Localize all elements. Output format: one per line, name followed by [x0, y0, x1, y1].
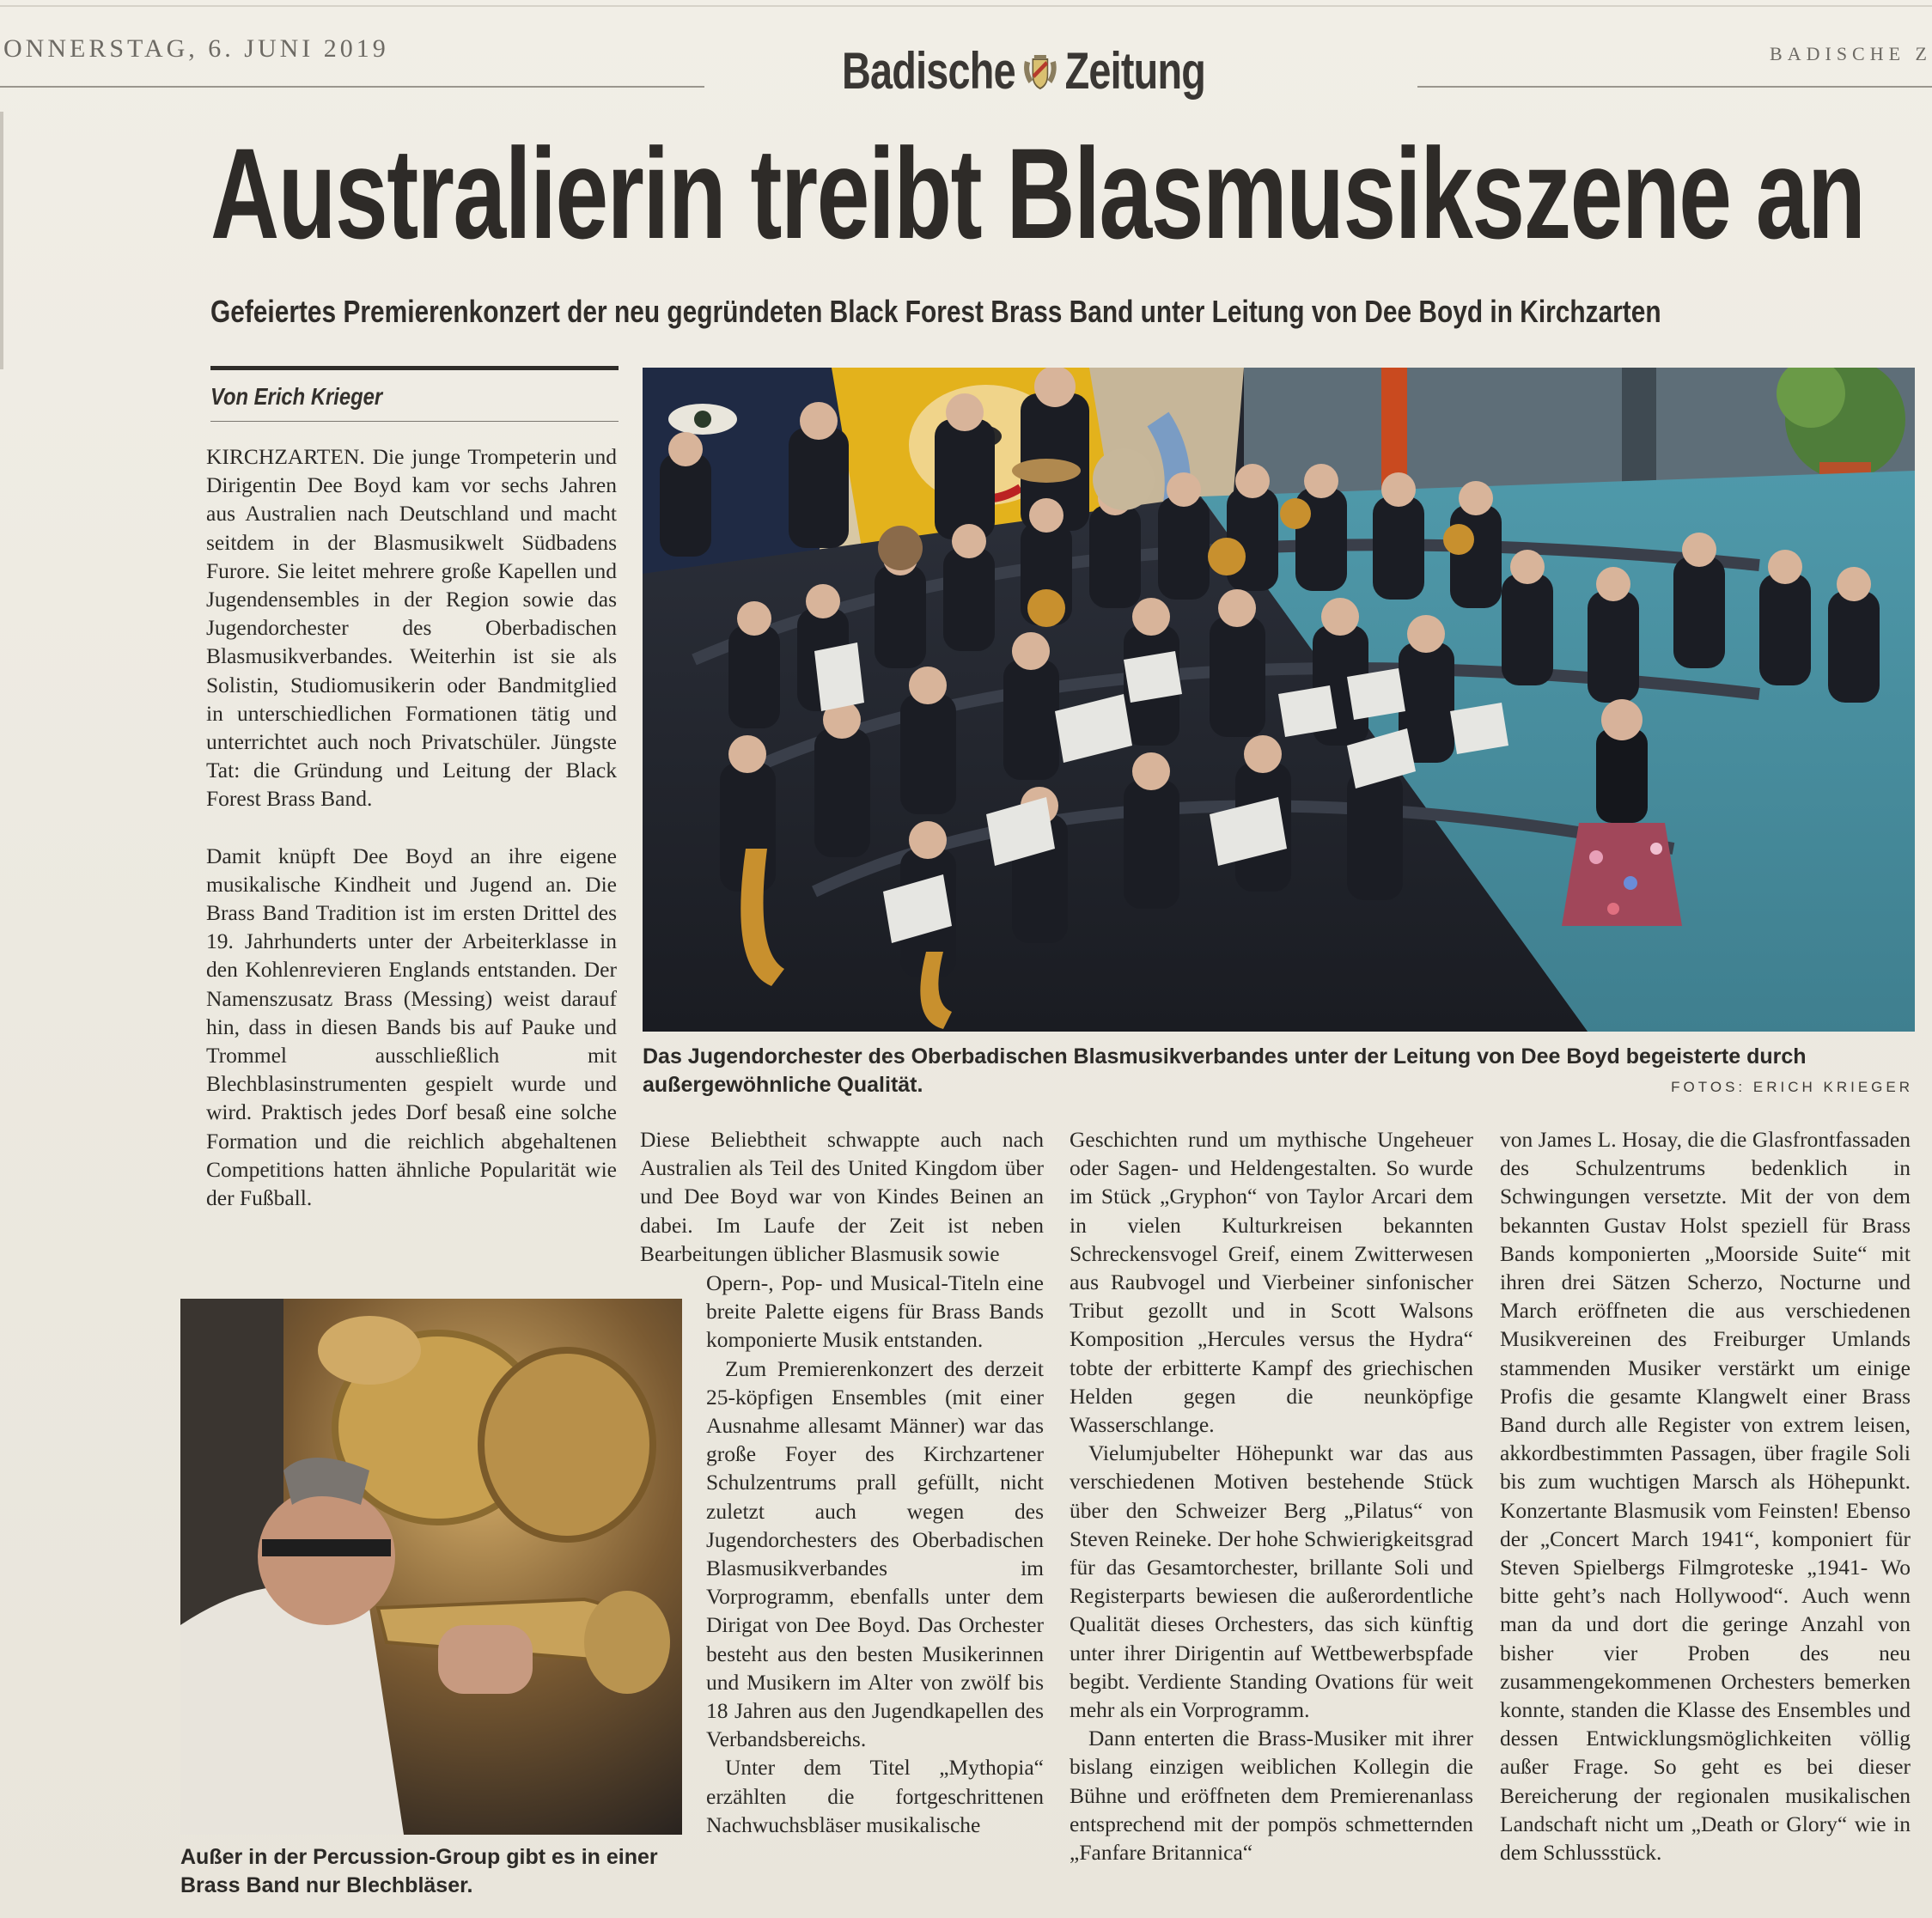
orchestra-photo-illustration — [643, 368, 1915, 1032]
article-headline: Australierin treibt Blasmusikszene an — [210, 121, 1865, 265]
col2-paragraph-4: Unter dem Titel „Mythopia“ erzählten die fortgeschrittenen Nachwuchsbläser musikalische — [706, 1755, 1044, 1837]
article-column-3 — [1070, 1125, 1473, 1866]
photo-small-caption: Außer in der Percussion-Group gibt es in einer Brass Band nur Blechbläser. — [180, 1845, 658, 1897]
photo-credit: FOTOS: ERICH KRIEGER — [1671, 1079, 1913, 1095]
byline-rule-bottom — [210, 421, 619, 422]
masthead-date: ONNERSTAG, 6. JUNI 2019 — [3, 34, 389, 63]
col3-paragraph-3: Dann enterten die Brass-Musiker mit ihrer bislang einzigen weiblichen Kollegin die Bühne und eröffneten dem Premierenanlass entsprechend mit der pompös schmetternden „Fanfare Britannica“ — [1070, 1726, 1473, 1866]
byline-rule-top — [210, 366, 619, 370]
article-column-2-rest — [706, 1269, 1044, 1839]
masthead-paper-left: Badische — [842, 42, 1015, 100]
masthead-right-fragment: BADISCHE Z — [1770, 43, 1932, 64]
col2-paragraph-3: Zum Premierenkonzert des derzeit 25-köpfigen Ensembles (mit einer Ausnahme allesamt Männer) war das große Foyer des Kirchzartener Schulzentrums prall gefüllt, nicht zuletzt auch wegen des Jugendorchesters des Oberbadischen Blasmusikverbandes im Vorprogramm, ebenfalls unter dem Dirigat von Dee Boyd. Das Orchester besteht aus den besten Musikerinnen und Musikern im Alter von zwölf bis 18 Jahren aus den Jugendkapellen des Verbandsbereichs. — [706, 1355, 1044, 1752]
col2-paragraph-2: Opern-, Pop- und Musical-Titeln eine breite Palette eigens für Brass Bands komponierte Musik entstanden. — [706, 1270, 1044, 1353]
article-column-1 — [206, 442, 617, 1212]
masthead-paper-right: Zeitung — [1064, 42, 1206, 100]
masthead-logo — [842, 41, 1205, 100]
article-byline: Von Erich Krieger — [210, 383, 383, 410]
col1-paragraph-1: KIRCHZARTEN. Die junge Trompeterin und Dirigentin Dee Boyd kam vor sechs Jahren aus Australien nach Deutschland und macht seitdem in der Blasmusikwelt Südbadens Furore. Sie leitet mehrere große Kapellen und Jugendensembles in der Region sowie das Jugendorchester des Oberbadischen Blasmusikverbandes. Weiterhin ist sie als Solistin, Studiomusikerin oder Bandmitglied in unterschiedlichen Formationen tätig und unterrichtet auch noch Privatschüler. Jüngste Tat: die Gründung und Leitung der Black Forest Brass Band. — [206, 444, 617, 812]
coat-of-arms-icon — [1020, 54, 1061, 92]
article-subheadline: Gefeiertes Premierenkonzert der neu gegründeten Black Forest Brass Band unter Leitung von Dee Boyd in Kirchzarten — [210, 294, 1661, 329]
photo-brass-player — [180, 1299, 682, 1835]
col3-paragraph-1: Geschichten rund um mythische Ungeheuer oder Sagen- und Heldengestalten. So wurde im Stück „Gryphon“ von Taylor Arcari dem in vielen Kulturkreisen bekannten Schreckensvogel Greif, einem Zwitterwesen aus Raubvogel und Vierbeiner sinfonischer Tribut gezollt und in Scott Walsons Komposition „Hercules versus the Hydra“ tobte der erbitterte Kampf des griechischen Helden gegen die neunköpfige Wasserschlange. — [1070, 1127, 1473, 1438]
photo-main-caption: Das Jugendorchester des Oberbadischen Blasmusikverbandes unter der Leitung von Dee Boyd begeisterte durch außergewöhnliche Qualität. — [643, 1044, 1807, 1097]
article-column-2-top — [640, 1125, 1044, 1268]
col2-paragraph-1: Diese Beliebtheit schwappte auch nach Australien als Teil des United Kingdom über und Dee Boyd war von Kindes Beinen an dabei. Im Laufe der Zeit ist neben Bearbeitungen üblicher Blasmusik sowie — [640, 1127, 1044, 1266]
top-edge-rule — [0, 5, 1932, 7]
brass-player-photo-illustration — [180, 1299, 682, 1835]
photo-youth-orchestra — [643, 368, 1915, 1032]
col4-paragraph-1: von James L. Hosay, die die Glasfrontfassaden des Schulzentrums bedenklich in Schwingungen versetzte. Mit der von dem bekannten Gustav Holst speziell für Brass Bands komponierten „Moorside Suite“ mit ihren drei Sätzen Scherzo, Nocturne und March eröffneten die aus verschiedenen Musikvereinen des Freiburger Umlands stammenden Musiker verstärkt um einige Profis die gesamte Klangwelt einer Brass Band durch alle Register von extrem leisen, akkordbestimmten Passagen, über fragile Soli bis zum wuchtigen Marsch als Höhepunkt. Konzertante Blasmusik vom Feinsten! Ebenso der „Concert March 1941“, komponiert für Steven Spielbergs Filmgroteske „1941- Wo bitte geht’s nach Hollywood“. Auch wenn man da und dort die geringe Anzahl von bisher vier Proben des neu zusammengekommenen Orchesters bemerken konnte, standen die Klasse des Ensembles und dessen Entwicklungsmöglichkeiten völlig außer Frage. So geht es bei dieser Bereicherung der regionalen musikalischen Landschaft nicht um „Death or Glory“ wie in dem Schlussstück. — [1500, 1127, 1911, 1866]
col3-paragraph-2: Vielumjubelter Höhepunkt war das aus verschiedenen Motiven bestehende Stück über den Schweizer Berg „Pilatus“ von Steven Reineke. Der hohe Schwierigkeitsgrad für das Gesamtorchester, brillante Soli und Registerparts bewiesen die außerordentliche Qualität dieses Orchesters, das sich künftig unter ihrer Dirigentin auf Wettbewerbspfade begibt. Verdiente Standing Ovations für weit mehr als ein Vorprogramm. — [1070, 1440, 1473, 1723]
article-column-4 — [1500, 1125, 1911, 1866]
page-fold-edge — [0, 112, 3, 369]
masthead-rule-right — [1417, 86, 1932, 88]
col1-paragraph-2: Damit knüpft Dee Boyd an ihre eigene musikalische Kindheit und Jugend an. Die Brass Band Tradition ist im ersten Drittel des 19. Jahrhunderts unter der Arbeiterklasse in den Kohlenrevieren Englands entstanden. Der Namenszusatz Brass (Messing) weist darauf hin, dass in diesen Bands bis auf Pauke und Trommel ausschließlich mit Blechblasinstrumenten gespielt wurde und wird. Praktisch jedes Dorf besaß eine solche Formation und die reichlich abgehaltenen Competitions hatten ähnliche Popularität wie der Fußball. — [206, 843, 617, 1211]
masthead-rule-left — [0, 86, 704, 88]
